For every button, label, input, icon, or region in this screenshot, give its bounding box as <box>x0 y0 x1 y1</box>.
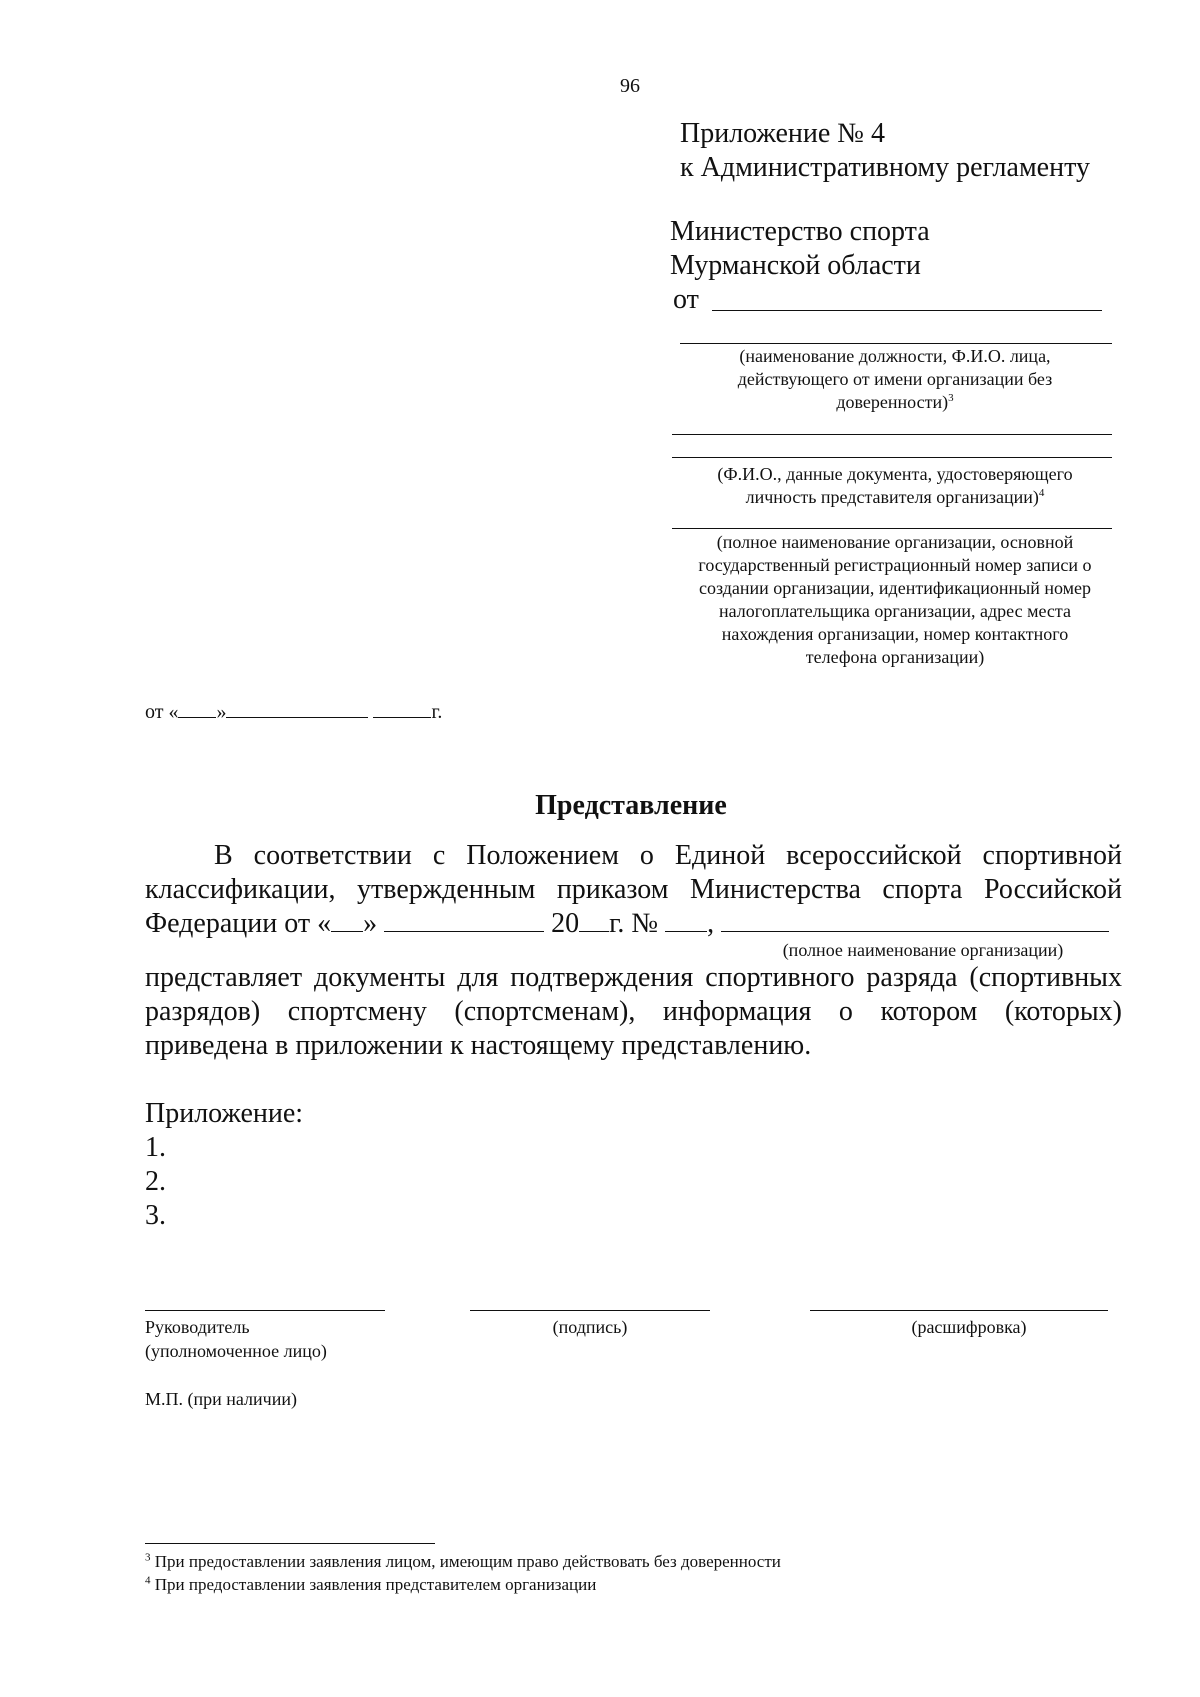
position-fio-hint-3: доверенности)$^3$ <box>836 392 954 412</box>
org-hint-4: налогоплательщика организации, адрес места <box>719 601 1071 621</box>
org-hint-6: телефона организации) <box>805 647 985 667</box>
from-field-line[interactable] <box>712 310 1102 311</box>
signature-line[interactable] <box>470 1310 710 1311</box>
position-fio-line[interactable] <box>680 343 1112 344</box>
document-title: Представление <box>535 790 727 821</box>
body-line-5: разрядов) спортсмену (спортсменам), информация о котором (которых) <box>145 996 1122 1027</box>
attachments-label: Приложение: <box>145 1098 304 1129</box>
appendix-label: Приложение № 4 <box>680 118 885 149</box>
rep-line-1[interactable] <box>672 434 1112 435</box>
footnote-separator <box>145 1543 435 1544</box>
attachment-item-1: 1. <box>145 1132 166 1163</box>
attachment-item-2: 2. <box>145 1166 166 1197</box>
order-day-field[interactable] <box>331 911 363 932</box>
footnote-ref-3: 3 <box>948 392 954 404</box>
date-day-field[interactable] <box>178 697 216 718</box>
from-label: от <box>673 284 699 315</box>
org-line[interactable] <box>672 528 1112 529</box>
footnote-ref-4: 4 <box>1038 487 1045 499</box>
org-hint-1: (полное наименование организации, основной <box>716 532 1074 552</box>
position-fio-hint-1: (наименование должности, Ф.И.О. лица, <box>739 346 1051 366</box>
rep-hint-2: личность представителя организации)$^4$ <box>745 487 1045 507</box>
stamp-label: М.П. (при наличии) <box>145 1389 297 1409</box>
order-number-field[interactable] <box>665 911 707 932</box>
authorized-label: (уполномоченное лицо) <box>145 1341 327 1361</box>
order-month-field[interactable] <box>384 911 544 932</box>
date-line: от « » г. <box>145 697 442 724</box>
decode-line[interactable] <box>810 1310 1108 1311</box>
rep-hint-1: (Ф.И.О., данные документа, удостоверяющего <box>717 464 1073 484</box>
body-line-2: классификации, утвержденным приказом Министерства спорта Российской <box>145 874 1122 905</box>
organization-name-hint: (полное наименование организации) <box>782 940 1064 960</box>
position-fio-hint-2: действующего от имени организации без <box>737 369 1053 389</box>
page-number: 96 <box>620 75 640 97</box>
body-line-1: В соответствии с Положением о Единой всероссийской спортивной <box>214 840 1122 871</box>
date-year-field[interactable] <box>373 697 431 718</box>
attachment-item-3: 3. <box>145 1200 166 1231</box>
order-year-field[interactable] <box>579 911 609 932</box>
head-sign-line[interactable] <box>145 1310 385 1311</box>
body-line-3: Федерации от « » 20 г. № , <box>145 907 1109 941</box>
organization-name-field[interactable] <box>721 911 1109 932</box>
footnote-4: $^4$ При предоставлении заявления представителем организации <box>145 1574 597 1594</box>
regulation-label: к Административному регламенту <box>680 152 1090 183</box>
signature-label: (подпись) <box>552 1317 628 1337</box>
org-hint-3: создании организации, идентификационный номер <box>698 578 1092 598</box>
body-line-4: представляет документы для подтверждения спортивного разряда (спортивных <box>145 962 1122 993</box>
ministry-line-1: Министерство спорта <box>670 216 930 247</box>
decode-label: (расшифровка) <box>911 1317 1027 1337</box>
rep-line-2[interactable] <box>672 457 1112 458</box>
org-hint-2: государственный регистрационный номер записи о <box>698 555 1092 575</box>
org-hint-5: нахождения организации, номер контактного <box>721 624 1069 644</box>
ministry-line-2: Мурманской области <box>670 250 921 281</box>
body-line-6: приведена в приложении к настоящему представлению. <box>145 1030 812 1061</box>
head-label: Руководитель <box>145 1317 250 1337</box>
footnote-3: $^3$ При предоставлении заявления лицом, имеющим право действовать без доверенности <box>145 1551 781 1571</box>
date-month-field[interactable] <box>226 697 368 718</box>
